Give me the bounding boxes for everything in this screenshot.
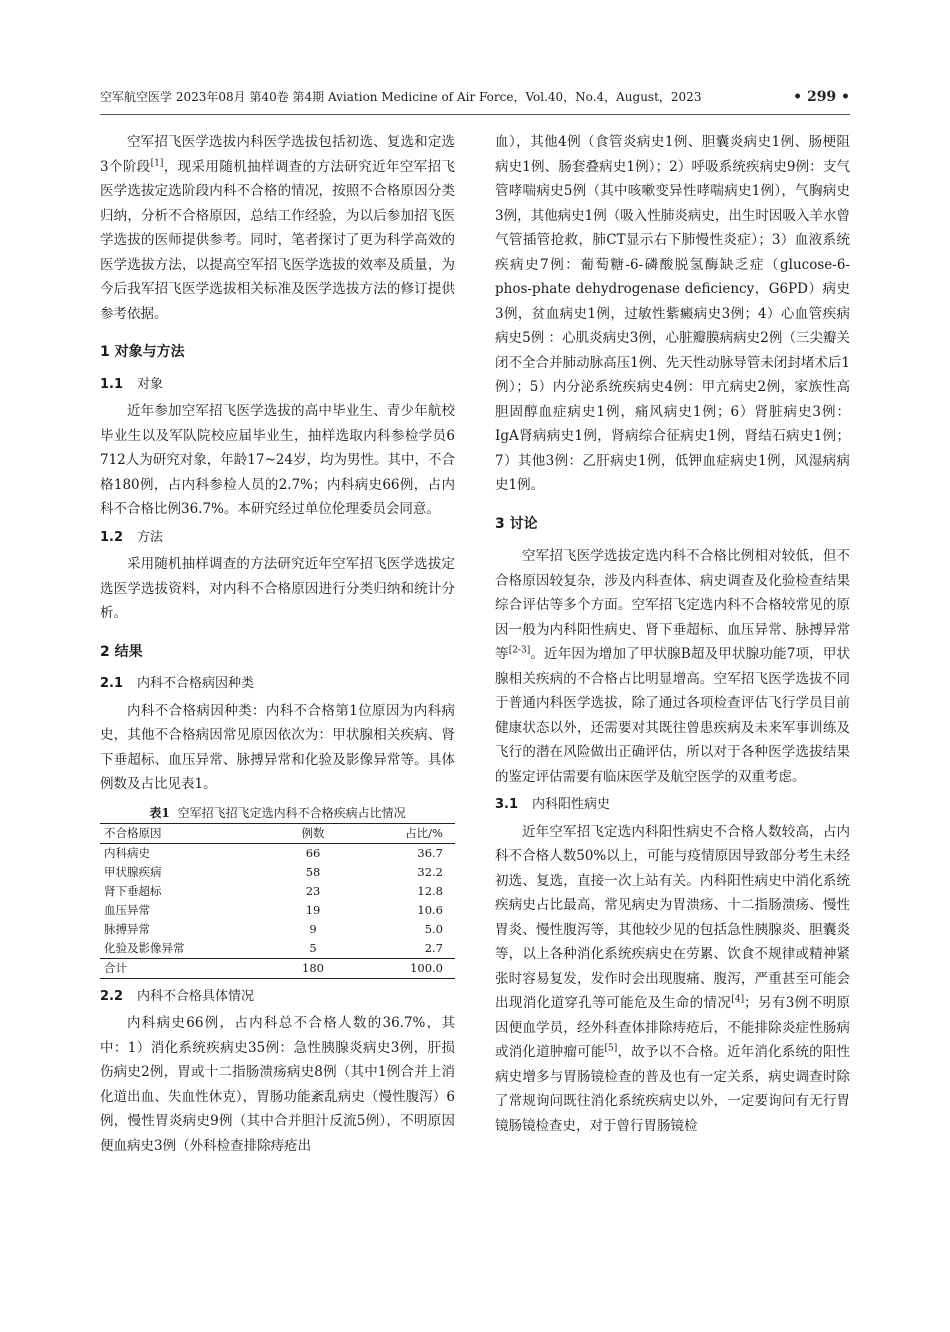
- citation: [1]: [150, 158, 164, 168]
- table-caption: 表1 空军招飞招飞定选内科不合格疾病占比情况: [149, 805, 406, 820]
- table-row: 化验及影像异常 5 2.7: [104, 940, 443, 955]
- paragraph: 内科病史66例，占内科总不合格人数的36.7%，其中：1）消化系统疾病史35例：急性胰腺炎病史3例，肝损伤病史2例，胃或十二指肠溃疡病史8例（其中1例合并上消化道出血、失血性休克），胃肠功能紊乱病史（慢性腹泻）6例，慢性胃炎病史9例（其中合并胆汁反流5例），不明原因便血病史3例（外科检查排除痔疮出: [100, 1015, 455, 1154]
- paragraph: 血），其他4例（食管炎病史1例、胆囊炎病史1例、肠梗阻病史1例、肠套叠病史1例）；2）呼吸系统疾病史9例：支气管哮喘病史5例（其中咳嗽变异性哮喘病史1例），气胸病史3例，其他病史1例（吸入性肺炎病史，出生时因吸入羊水曾气管插管抢救，肺CT显示右下肺慢性炎症）；3）血液系统疾病史7例：葡萄糖-6-磷酸脱氢酶缺乏症（glucose-6-phos-phate dehydrogenase deficiency，G6PD）病史3例，贫血病史1例，过敏性紫癜病史3例；4）心血管疾病病史5例 ：心肌炎病史3例，心脏瓣膜病病史2例（三尖瓣关闭不全合并肺动脉高压1例、先天性动脉导管未闭封堵术后1例）；5）内分泌系统疾病史4例：甲亢病史2例，家族性高胆固醇血症病史1例，痛风病史1例；6）肾脏病史3例：IgA肾病病史1例，肾病综合征病史1例，肾结石病史1例；7）其他3例：乙肝病史1例，低钾血症病史1例，风湿病病史1例。: [495, 134, 850, 493]
- section-title: 2 结果: [100, 643, 143, 660]
- citation: [2-3]: [508, 645, 531, 656]
- paragraph: 内科不合格病因种类：内科不合格第1位原因为内科病史，其他不合格病因常见原因依次为：甲状腺相关疾病、肾下垂超标、血压异常、脉搏异常和化验及影像异常等。具体例数及占比见表1。: [100, 702, 455, 792]
- table-header: 不合格原因: [100, 823, 281, 843]
- table-header: 占比/%: [345, 823, 455, 843]
- subsection-title: 1.1 对象: [100, 376, 164, 392]
- subsection-title: 2.2 内科不合格具体情况: [100, 988, 255, 1004]
- table-header-row: [100, 823, 455, 843]
- citation: [4]: [731, 994, 745, 1005]
- table-row: 血压异常 19 10.6: [104, 902, 443, 917]
- table-header: 例数: [281, 823, 344, 843]
- intro-paragraph: 空军招飞医学选拔内科医学选拔包括初选、复选和定选3个阶段[1]，现采用随机抽样调查的方法研究近年空军招飞医学选拔定选阶段内科不合格的情况，按照不合格原因分类归纳，分析不合格原因，总结工作经验，为以后参加招飞医学选拔的医师提供参考。同时，笔者探讨了更为科学高效的医学选拔方法，以提高空军招飞医学选拔的效率及质量，为今后我军招飞医学选拔相关标准及医学选拔方法的修订提供参考依据。: [100, 134, 456, 322]
- data-table: [100, 823, 455, 979]
- table-row: 甲状腺疾病 58 32.2: [104, 864, 443, 879]
- subsection-title: 2.1 内科不合格病因种类: [100, 676, 255, 691]
- left-column: [100, 130, 455, 1158]
- table-row: 内科病史 66 36.7: [104, 845, 443, 860]
- page-header: [100, 86, 850, 108]
- table-row: 脉搏异常 9 5.0: [104, 921, 443, 936]
- section-title: 1 对象与方法: [100, 344, 185, 360]
- paragraph: 采用随机抽样调查的方法研究近年空军招飞医学选拔定选医学选拔资料，对内科不合格原因进行分类归纳和统计分析。: [100, 556, 455, 621]
- subsection-title: 3.1 内科阳性病史: [495, 797, 611, 812]
- citation: [5]: [604, 1043, 618, 1054]
- paragraph: 近年空军招飞定选内科阳性病史不合格人数较高，占内科不合格人数50%以上，可能与疫情原因导致部分考生未经初选、复选，直接一次上站有关。内科阳性病史中消化系统疾病史占比最高，常见病史为胃溃疡、十二指肠溃疡、慢性胃炎、慢性腹泻等，其他较少见的包括急性胰腺炎、胆囊炎等，以上各种消化系统疾病史在劳累、饮食不规律或精神紧张时容易复发，发作时会出现腹痛、腹泻，严重甚至可能会出现消化道穿孔等可能危及生命的情况[4]；另有3例不明原因便血学员，经外科查体排除痔疮后，不能排除炎症性肠病或消化道肿瘤可能[5]，故予以不合格。近年消化系统的阳性病史增多与胃肠镜检查的普及也有一定关系，病史调查时除了常规询问既往消化系统疾病史以外，一定要询问有无行胃镜肠镜检查史，对于曾行胃肠镜检: [495, 823, 851, 1134]
- table-total-row: 合计 180 100.0: [100, 958, 455, 978]
- right-column: [495, 130, 850, 1138]
- journal-info: 空军航空医学 2023年08月 第40卷 第4期 Aviation Medicine of Air Force，Vol.40，No.4，August，2023: [100, 90, 702, 104]
- paragraph: 空军招飞医学选拔定选内科不合格比例相对较低，但不合格原因较复杂，涉及内科查体、病史调查及化验检查结果综合评估等多个方面。空军招飞定选内科不合格较常见的原因一般为内科阳性病史、肾下垂超标、血压异常、脉搏异常等[2-3]。近年因为增加了甲状腺B超及甲状腺功能7项，甲状腺相关疾病的不合格占比明显增高。空军招飞医学选拔不同于普通内科医学选拔，除了通过各项检查评估飞行学员目前健康状态以外，还需要对其既往曾患疾病及未来军事训练及飞行的潜在风险做出正确评估，所以对于各种医学选拔结果的鉴定评估需要有临床医学及航空医学的双重考虑。: [495, 548, 851, 785]
- table-row: 肾下垂超标 23 12.8: [104, 883, 443, 898]
- header-divider: [100, 114, 850, 115]
- page-number: • 299 •: [793, 89, 850, 105]
- subsection-title: 1.2 方法: [100, 529, 164, 545]
- section-title: 3 讨论: [495, 515, 538, 532]
- paragraph: 近年参加空军招飞医学选拔的高中毕业生、青少年航校毕业生以及军队院校应届毕业生，抽样选取内科参检学员6 712人为研究对象，年龄17~24岁，均为男性。其中，不合格180例，占内科参检人员的2.7%；内科病史66例，占内科不合格比例36.7%。本研究经过单位伦理委员会同意。: [100, 403, 455, 517]
